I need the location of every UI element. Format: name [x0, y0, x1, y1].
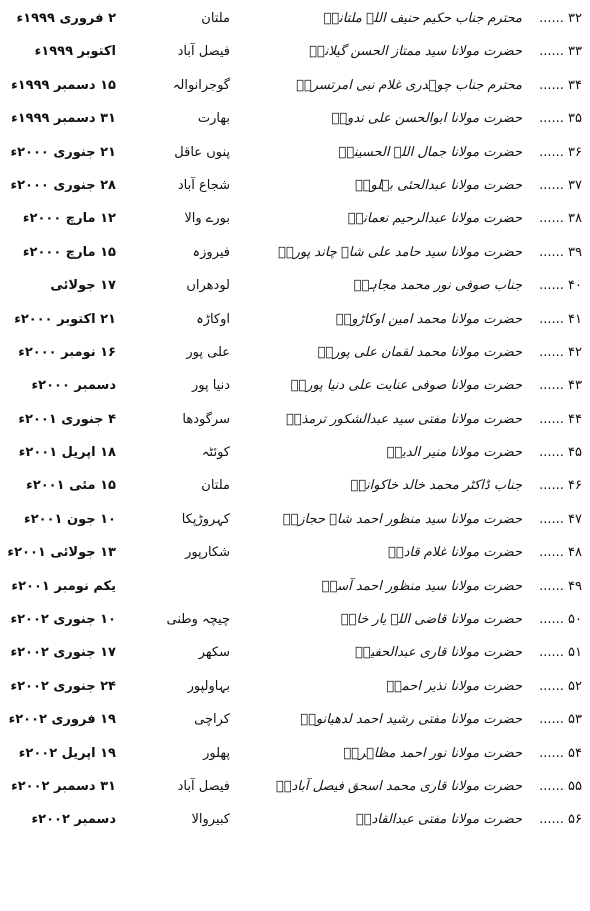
list-item	[0, 305, 590, 338]
serial-number: ۵۱ ......	[539, 645, 582, 661]
place-name: چیچہ وطنی	[166, 612, 230, 628]
list-item	[0, 204, 590, 237]
date: اکتوبر ۱۹۹۹ء	[34, 44, 116, 60]
serial-number: ۳۶ ......	[539, 144, 582, 160]
serial-number: ۴۷ ......	[539, 511, 582, 527]
date: یکم نومبر ۲۰۰۱ء	[11, 578, 116, 594]
place-name: بھارت	[197, 111, 230, 127]
serial-number: ۴۱ ......	[539, 311, 582, 327]
date: ۱۵ دسمبر ۱۹۹۹ء	[11, 77, 116, 93]
list-item	[0, 572, 590, 605]
date: ۱۹ اپریل ۲۰۰۲ء	[18, 745, 116, 761]
person-name: حضرت مولانا محمد لقمان علی پوریؒ	[317, 344, 522, 360]
place-name: بورے والا	[184, 211, 230, 227]
person-name: حضرت مولانا صوفی عنایت علی دنیا پوریؒ	[290, 378, 522, 394]
person-name: جناب ڈاکٹر محمد خالد خاکوانیؒ	[350, 478, 522, 494]
place-name: سرگودھا	[182, 411, 230, 427]
list-item	[0, 271, 590, 304]
place-name: اوکاڑہ	[196, 311, 230, 327]
date: ۱۶ نومبر ۲۰۰۰ء	[18, 344, 116, 360]
person-name: حضرت مولانا نذیر احمدؒ	[386, 678, 522, 694]
place-name: کراچی	[194, 712, 230, 728]
date: دسمبر ۲۰۰۰ء	[31, 378, 116, 394]
serial-number: ۴۹ ......	[539, 578, 582, 594]
place-name: سکھر	[198, 645, 230, 661]
list-item	[0, 405, 590, 438]
place-name: فیروزہ	[192, 244, 230, 260]
place-name: شکارپور	[185, 545, 230, 561]
serial-number: ۵۶ ......	[539, 812, 582, 828]
person-name: حضرت مولانا مفتی رشید احمد لدھیانویؒ	[300, 712, 522, 728]
date: ۱۰ جون ۲۰۰۱ء	[24, 511, 116, 527]
list-item	[0, 104, 590, 137]
place-name: پھلور	[203, 745, 230, 761]
place-name: ملتان	[201, 478, 230, 494]
date: ۱۷ جنوری ۲۰۰۲ء	[10, 645, 116, 661]
place-name: کبیروالا	[191, 812, 230, 828]
place-name: شجاع آباد	[177, 177, 230, 193]
list-item	[0, 505, 590, 538]
date: ۲۱ جنوری ۲۰۰۰ء	[10, 144, 116, 160]
date: ۱۹ فروری ۲۰۰۲ء	[8, 712, 116, 728]
person-name: محترم جناب حکیم حنیف اللہ ملتانیؒ	[323, 11, 522, 26]
date: ۲۸ جنوری ۲۰۰۰ء	[10, 177, 116, 193]
date: ۴ جنوری ۲۰۰۱ء	[18, 411, 116, 427]
date: ۱۵ مئی ۲۰۰۱ء	[26, 478, 116, 494]
list-item	[0, 438, 590, 471]
serial-number: ۴۲ ......	[539, 344, 582, 360]
place-name: پنوں عاقل	[174, 144, 230, 160]
list-item	[0, 171, 590, 204]
date: ۲۴ جنوری ۲۰۰۲ء	[10, 678, 116, 694]
list-item	[0, 805, 590, 838]
list-item	[0, 471, 590, 504]
place-name: لودھراں	[186, 278, 230, 294]
serial-number: ۵۵ ......	[539, 778, 582, 794]
person-name: حضرت مولانا سید ممتاز الحسن گیلانیؒ	[309, 44, 522, 60]
person-name: حضرت مولانا قاری محمد اسحق فیصل آبادیؒ	[275, 778, 522, 794]
person-name: حضرت مولانا قاضی اللہ یار خانؒ	[340, 612, 522, 628]
serial-number: ۴۰ ......	[539, 278, 582, 294]
person-name: محترم جناب چوہدری غلام نبی امرتسریؒ	[296, 77, 522, 93]
list-item	[0, 538, 590, 571]
list-item	[0, 338, 590, 371]
list-item	[0, 672, 590, 705]
place-name: کوئٹہ	[201, 445, 230, 461]
place-name: فیصل آباد	[177, 778, 230, 794]
serial-number: ۴۸ ......	[539, 545, 582, 561]
date: ۲۱ اکتوبر ۲۰۰۰ء	[14, 311, 116, 327]
place-name: دنیا پور	[191, 378, 230, 394]
person-name: جناب صوفی نور محمد مجاہدؒ	[353, 278, 522, 294]
person-name: حضرت مولانا مفتی سید عبدالشکور ترمذیؒ	[285, 411, 522, 427]
person-name: حضرت مولانا عبدالرحیم نعمانیؒ	[347, 211, 522, 227]
date: ۱۰ جنوری ۲۰۰۲ء	[10, 612, 116, 628]
serial-number: ۳۳ ......	[539, 44, 582, 60]
list-item	[0, 605, 590, 638]
date: ۱۸ اپریل ۲۰۰۱ء	[18, 445, 116, 461]
date: ۱۲ مارچ ۲۰۰۰ء	[22, 211, 116, 227]
serial-number: ۳۸ ......	[539, 211, 582, 227]
list-item	[0, 138, 590, 171]
serial-number: ۳۷ ......	[539, 177, 582, 193]
date: ۱۵ مارچ ۲۰۰۰ء	[22, 244, 116, 260]
person-name: حضرت مولانا سید منظور احمد شاہ حجازیؒ	[282, 511, 522, 527]
serial-number: ۵۴ ......	[539, 745, 582, 761]
person-name: حضرت مولانا عبدالحئی بہلویؒ	[354, 177, 522, 193]
serial-number: ۳۴ ......	[539, 77, 582, 93]
person-name: حضرت مولانا قاری عبدالحفیظؒ	[355, 645, 522, 661]
serial-number: ۴۵ ......	[539, 445, 582, 461]
place-name: علی پور	[186, 344, 230, 360]
list-item	[0, 71, 590, 104]
serial-number: ۳۹ ......	[539, 244, 582, 260]
list-item	[0, 705, 590, 738]
person-name: حضرت مولانا محمد امین اوکاڑویؒ	[335, 311, 522, 327]
serial-number: ۴۶ ......	[539, 478, 582, 494]
list-item	[0, 638, 590, 671]
list-item	[0, 4, 590, 37]
place-name: بہاولپور	[187, 678, 230, 694]
serial-number: ۴۳ ......	[539, 378, 582, 394]
serial-number: ۴۴ ......	[539, 411, 582, 427]
list-item	[0, 37, 590, 70]
place-name: گوجرانوالہ	[172, 77, 230, 93]
list-item	[0, 371, 590, 404]
serial-number: ۵۳ ......	[539, 712, 582, 728]
place-name: کہروڑپکا	[181, 511, 230, 527]
serial-number: ۳۵ ......	[539, 111, 582, 127]
serial-number: ۳۲ ......	[539, 11, 582, 26]
person-name: حضرت مولانا منیر الدینؒ	[386, 445, 522, 461]
list-item	[0, 238, 590, 271]
list-item	[0, 739, 590, 772]
person-name: حضرت مولانا مفتی عبدالقادرؒ	[355, 812, 522, 828]
date: ۲ فروری ۱۹۹۹ء	[16, 11, 116, 26]
serial-number: ۵۰ ......	[539, 612, 582, 628]
person-name: حضرت مولانا سید منظور احمد آسیؒ	[321, 578, 522, 594]
person-name: حضرت مولانا نور احمد مظاہریؒ	[343, 745, 522, 761]
person-name: حضرت مولانا جمال اللہ الحسینیؒ	[338, 144, 522, 160]
date: دسمبر ۲۰۰۲ء	[31, 812, 116, 828]
list-item	[0, 772, 590, 805]
date: ۳۱ دسمبر ۱۹۹۹ء	[11, 111, 116, 127]
person-name: حضرت مولانا غلام قادرؒ	[388, 545, 522, 561]
person-name: حضرت مولانا سید حامد علی شاہ چاند پوریؒ	[278, 244, 522, 260]
date: ۱۷ جولائی	[50, 278, 116, 294]
place-name: فیصل آباد	[177, 44, 230, 60]
date: ۳۱ دسمبر ۲۰۰۲ء	[11, 778, 116, 794]
person-name: حضرت مولانا ابوالحسن علی ندویؒ	[331, 111, 522, 127]
place-name: ملتان	[201, 11, 230, 26]
serial-number: ۵۲ ......	[539, 678, 582, 694]
obituary-list	[0, 4, 590, 839]
date: ۱۳ جولائی ۲۰۰۱ء	[7, 545, 116, 561]
